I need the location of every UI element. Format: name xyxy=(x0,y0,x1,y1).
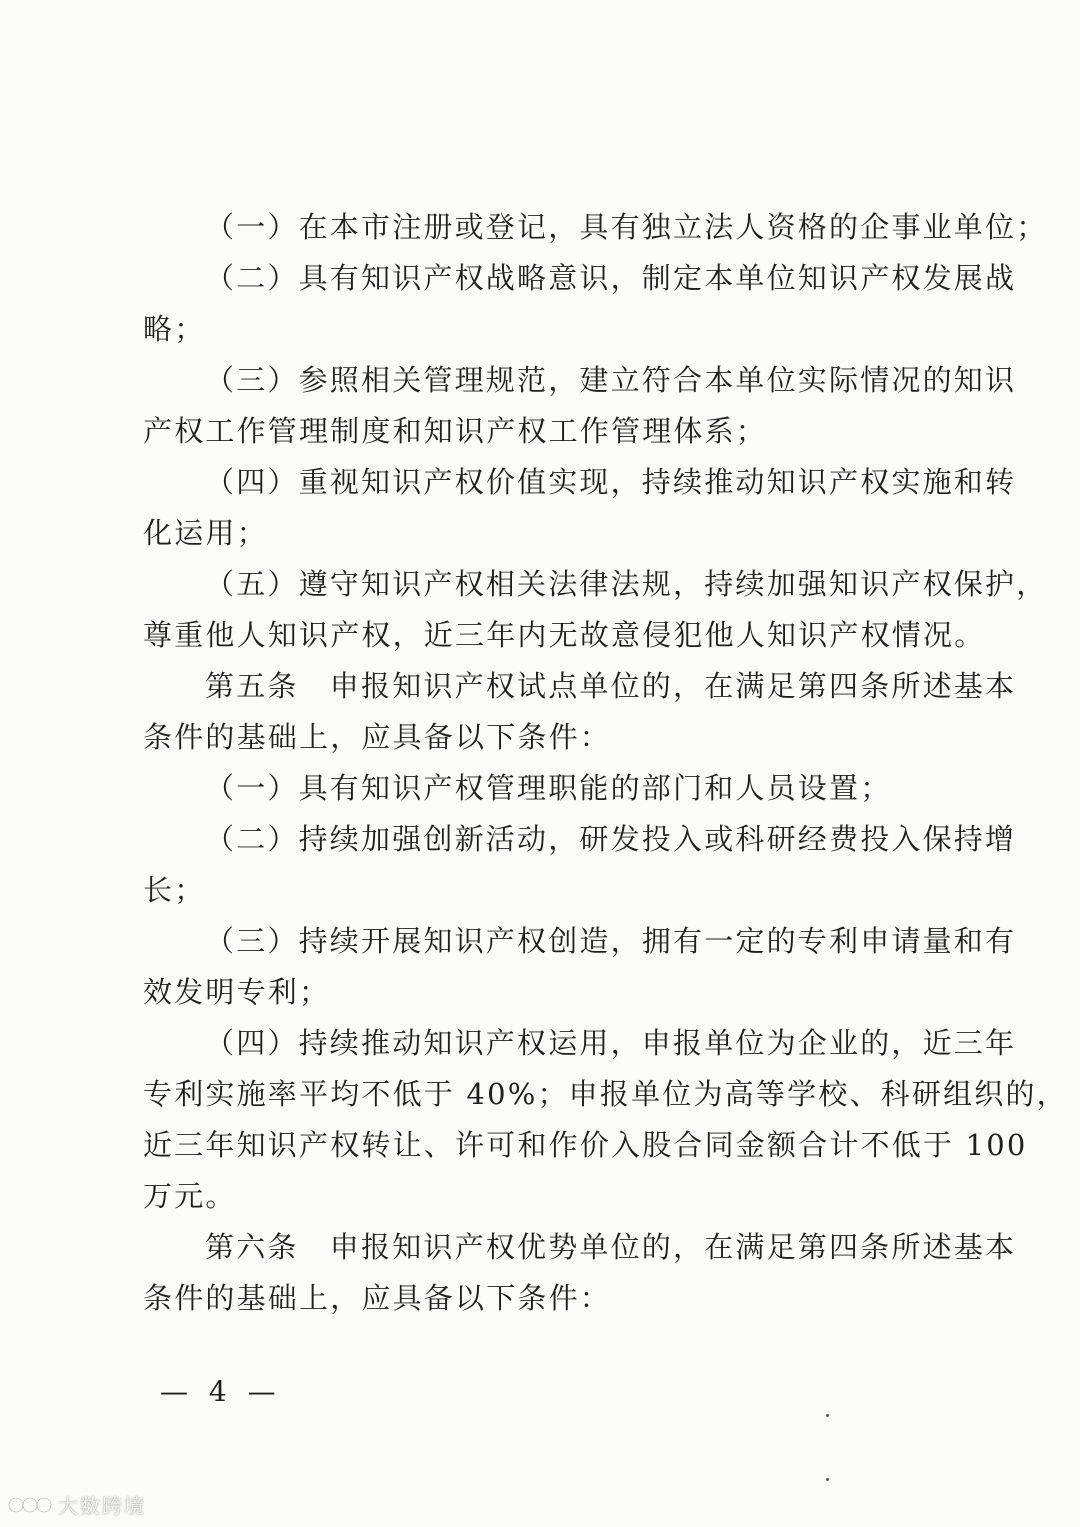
text-line: 近三年知识产权转让、许可和作价入股合同金额合计不低于 100 xyxy=(143,1128,1028,1162)
text-line: （一）具有知识产权管理职能的部门和人员设置； xyxy=(205,771,892,805)
watermark xyxy=(8,1490,146,1519)
text-line: 产权工作管理制度和知识产权工作管理体系； xyxy=(143,414,768,448)
watermark-text: 大数跨境 xyxy=(58,1494,146,1518)
text-line: 化运用； xyxy=(143,516,268,550)
text-line: （四）重视知识产权价值实现，持续推动知识产权实施和转 xyxy=(205,465,1017,499)
page-number: — 4 — xyxy=(160,1375,282,1408)
text-line: （三）参照相关管理规范，建立符合本单位实际情况的知识 xyxy=(205,363,1017,397)
text-line: 效发明专利； xyxy=(143,975,331,1009)
text-line: （二）具有知识产权战略意识，制定本单位知识产权发展战 xyxy=(205,261,1017,295)
text-line: （二）持续加强创新活动，研发投入或科研经费投入保持增 xyxy=(205,822,1017,856)
text-line: 略； xyxy=(143,312,206,346)
watermark-logo-icon xyxy=(8,1494,52,1516)
text-line: （三）持续开展知识产权创造，拥有一定的专利申请量和有 xyxy=(205,924,1017,958)
text-line: （四）持续推动知识产权运用，申报单位为企业的，近三年 xyxy=(205,1026,1017,1060)
text-line: （一）在本市注册或登记，具有独立法人资格的企事业单位； xyxy=(205,210,1048,244)
scan-speck xyxy=(826,1414,829,1417)
text-line: 条件的基础上，应具备以下条件： xyxy=(143,720,612,754)
text-line: （五）遵守知识产权相关法律法规，持续加强知识产权保护， xyxy=(205,567,1048,601)
text-line: 条件的基础上，应具备以下条件： xyxy=(143,1281,612,1315)
text-line: 专利实施率平均不低于 40%；申报单位为高等学校、科研组织的， xyxy=(143,1077,1068,1111)
text-line: 长； xyxy=(143,873,206,907)
text-line: 第六条 申报知识产权优势单位的，在满足第四条所述基本 xyxy=(205,1230,1017,1264)
text-line: 尊重他人知识产权，近三年内无故意侵犯他人知识产权情况。 xyxy=(143,618,986,652)
scan-speck xyxy=(826,1478,829,1481)
text-line: 万元。 xyxy=(143,1179,237,1213)
text-line: 第五条 申报知识产权试点单位的，在满足第四条所述基本 xyxy=(205,669,1017,703)
